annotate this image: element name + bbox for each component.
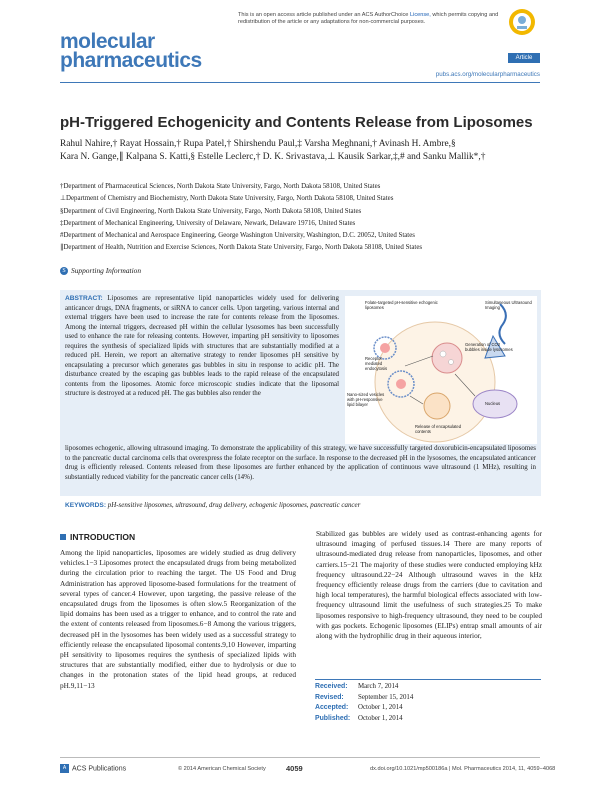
affiliation: §Department of Civil Engineering, North Dakota State University, Fargo, North Dakota 58108, United States: [60, 207, 362, 215]
body-column-left: Among the lipid nanoparticles, liposomes are widely studied as drug delivery vehicles.1−3 Liposomes protect the encapsulated drugs from being metabolized during the circulation prior to reaching the target. The US Food and Drug Administration has approved liposome-based formulations for the treatment of several types of cancer.4 However, upon targeting, the passive release of the encapsulated drugs from the liposomes is often slow.5 Reorganization of the lipid domains has been used as a trigger to enhance, and to control the rate and the extent of contents released from liposomes.6−8 Among the various triggers, decreased pH in the lysosomes has been widely used as a successful strategy to efficiently release the encapsulated liposomal contents.9,10 However, imparting pH sensitivity to liposomes requires the synthesis of specialized lipids with structures that are substantially modified, either due to hydrolysis or due to changes in the protonation states of the lipid head groups, at reduced pH.9,11−13: [60, 548, 296, 690]
acs-publications-logo: A ACS Publications: [60, 764, 126, 773]
body-column-right: Stabilized gas bubbles are widely used as contrast-enhancing agents for ultrasound imaging of perfused tissues.14 There are many reports of ultrasound-mediated drug release from nanoparticles, liposomes, and other carriers.15−21 The majority of these studies were conducted employing kHz frequency ultrasound.22−24 Although ultrasound waves in the kHz frequency efficiently release drugs from the carriers (due to cavitation and high local temperatures), the harmful biological effects associated with low-frequency ultrasound limit the usefulness of such strategies.25 To make liposomes responsive to high-frequency ultrasound, they need to be coupled with gas pockets. Echogenic liposomes (ELIPs) entrap small amounts of air along with the hydrophilic drug in their aqueous interior,: [316, 529, 542, 641]
doi-citation[interactable]: dx.doi.org/10.1021/mp500186a | Mol. Pharmaceutics 2014, 11, 4059−4068: [370, 766, 556, 772]
keywords-label: KEYWORDS:: [65, 502, 107, 509]
footer-divider: [60, 757, 540, 758]
affiliation-list: [60, 181, 560, 255]
toc-graphic: [345, 296, 537, 444]
graphic-label-gas: Generation of CO2 bubbles inside lysosomes: [465, 342, 513, 352]
abstract-text: ABSTRACT: Liposomes are representative lipid nanoparticles widely used for delivering anticancer drugs, DNA fragments, or siRNA to cancer cells. Upon targeting, various internal and external triggers have been used to increase the rate for contents release from the liposomes. Among the internal triggers, decreased pH within the cellular lysosomes has been successfully used to enhance the rate for releasing contents. However, imparting pH sensitivity to liposomes requires the synthesis of specialized lipids with structures that are substantially modified at a reduced pH. Herein, we report an alternative strategy to render liposomes pH sensitive by encapsulating a precursor which generates gas bubbles in situ in response to acidic pH. The disturbance created by the escaping gas bubbles leads to the rapid release of the encapsulated contents from the liposomes. Atomic force microscopic studies indicate that the liposomal structure is destroyed at a reduced pH. The gas bubbles also render the: [65, 294, 339, 398]
date-row: Accepted: October 1, 2014: [315, 704, 403, 711]
affiliation: ∥Department of Health, Nutrition and Exercise Sciences, North Dakota State University, Fargo, North Dakota 58108, United States: [60, 244, 423, 252]
graphic-label-left: Nano-sized vesicles with pH-responsive lipid bilayer: [347, 392, 385, 407]
dates-divider: [315, 679, 541, 680]
graphic-label-receptor: Receptor mediated endocytosis: [365, 356, 388, 371]
header-divider: [60, 82, 540, 83]
page-number: 4059: [286, 764, 303, 773]
affiliation: †Department of Pharmaceutical Sciences, North Dakota State University, Fargo, North Dakota 58108, United States: [60, 183, 381, 190]
introduction-heading: INTRODUCTION: [60, 532, 135, 542]
affiliation: ⊥Department of Chemistry and Biochemistry, North Dakota State University, Fargo, North Dakota 58108, United States: [60, 195, 394, 203]
author-line: Rahul Nahire,† Rayat Hossain,† Rupa Patel,† Shirshendu Paul,‡ Varsha Meghnani,† Avinash H. Ambre,§: [60, 139, 456, 149]
journal-url-link[interactable]: pubs.acs.org/molecularpharmaceutics: [435, 71, 540, 78]
date-row: Published: October 1, 2014: [315, 714, 403, 722]
affiliation: ‡Department of Mechanical Engineering, University of Delaware, Newark, Delaware 19716, United States: [60, 219, 356, 227]
date-row: Received: March 7, 2014: [315, 683, 399, 690]
journal-logo: molecular pharmaceutics: [60, 30, 202, 72]
copyright: © 2014 American Chemical Society: [178, 766, 266, 772]
author-line: Kara N. Gange,∥ Kalpana S. Katti,§ Estelle Leclerc,† D. K. Srivastava,⊥ Kausik Sarkar,‡,# and Sanku Mallik*,†: [60, 151, 486, 162]
author-list: [60, 138, 560, 163]
date-row: Revised: September 15, 2014: [315, 693, 414, 701]
article-type-badge: Article: [508, 53, 540, 63]
license-link[interactable]: License,: [409, 12, 431, 18]
section-marker-icon: [60, 534, 66, 540]
publication-dates: [315, 682, 515, 724]
open-access-notice: This is an open access article published under an ACS AuthorChoice License, which permits copying and redistribution of the article or any adaptations for non-commercial purposes.: [238, 12, 499, 25]
abstract-text-continued: liposomes echogenic, allowing ultrasound imaging. To demonstrate the applicability of this strategy, we have successfully targeted doxorubicin-encapsulated liposomes to the pancreatic ductal carcinoma cells that overexpress the folate receptor on the surface. In response to the decreased pH in the lysosomes, the encapsulated anticancer drug is efficiently released. Contents released from these liposomes are further enhanced by the application of continuous wave ultrasound (1 MHz), resulting in substantially reduced viability for the pancreatic cancer cells (14%).: [65, 444, 536, 481]
graphic-label-release: Release of encapsulated contents: [415, 424, 462, 434]
abstract-label: ABSTRACT:: [65, 295, 103, 302]
graphic-label-nucleus: Nucleus: [485, 401, 501, 406]
acs-authorchoice-icon: [508, 8, 536, 36]
article-title: pH-Triggered Echogenicity and Contents Release from Liposomes: [60, 114, 533, 131]
affiliation: #Department of Mechanical and Aerospace Engineering, George Washington University, Washington, D.C. 20052, United States: [60, 232, 415, 240]
acs-logo-icon: A: [60, 764, 69, 773]
keywords: KEYWORDS: pH-sensitive liposomes, ultrasound, drug delivery, echogenic liposomes, pancreatic cancer: [65, 501, 361, 509]
graphic-label-top: Folate-targeted pH-sensitive echogenic liposomes: [365, 300, 438, 310]
supporting-info-icon: S: [60, 267, 68, 275]
graphic-label-right: Simultaneous Ultrasound Imaging: [485, 300, 532, 310]
supporting-information-link[interactable]: S Supporting Information: [60, 266, 141, 275]
